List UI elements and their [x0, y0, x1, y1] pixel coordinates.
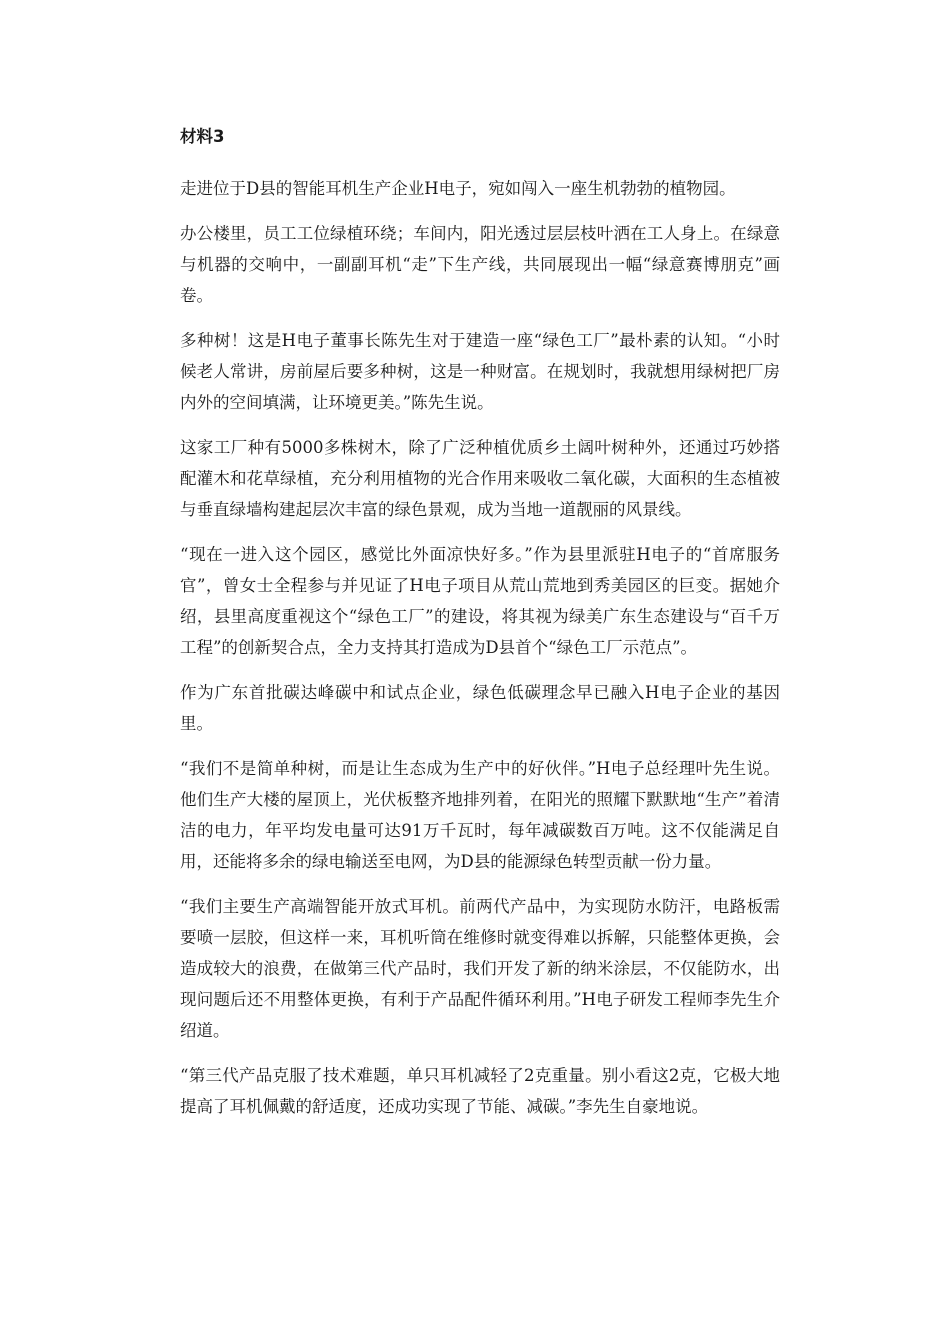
document-page — [180, 123, 780, 1136]
paragraph: 作为广东首批碳达峰碳中和试点企业，绿色低碳理念早已融入H电子企业的基因里。 — [180, 683, 780, 733]
paragraph: “我们不是简单种树，而是让生态成为生产中的好伙伴。”H电子总经理叶先生说。他们生产大楼的屋顶上，光伏板整齐地排列着，在阳光的照耀下默默地“生产”着清洁的电力，年平均发电量可达91万千瓦时，每年减碳数百万吨。这不仅能满足自用，还能将多余的绿电输送至电网，为D县的能源绿色转型贡献一份力量。 — [180, 759, 780, 871]
paragraph: “第三代产品克服了技术难题，单只耳机减轻了2克重量。别小看这2克，它极大地提高了耳机佩戴的舒适度，还成功实现了节能、减碳。”李先生自豪地说。 — [180, 1066, 780, 1116]
paragraph: 办公楼里，员工工位绿植环绕；车间内，阳光透过层层枝叶洒在工人身上。在绿意与机器的交响中，一副副耳机“走”下生产线，共同展现出一幅“绿意赛博朋克”画卷。 — [180, 224, 780, 305]
paragraph: 多种树！这是H电子董事长陈先生对于建造一座“绿色工厂”最朴素的认知。“小时候老人常讲，房前屋后要多种树，这是一种财富。在规划时，我就想用绿树把厂房内外的空间填满，让环境更美。”陈先生说。 — [180, 331, 780, 412]
paragraph: “我们主要生产高端智能开放式耳机。前两代产品中，为实现防水防汗，电路板需要喷一层胶，但这样一来，耳机听筒在维修时就变得难以拆解，只能整体更换，会造成较大的浪费，在做第三代产品时，我们开发了新的纳米涂层，不仅能防水，出现问题后还不用整体更换，有利于产品配件循环利用。”H电子研发工程师李先生介绍道。 — [180, 897, 780, 1040]
material-heading: 材料3 — [180, 127, 225, 146]
paragraph: 这家工厂种有5000多株树木，除了广泛种植优质乡土阔叶树种外，还通过巧妙搭配灌木和花草绿植，充分利用植物的光合作用来吸收二氧化碳，大面积的生态植被与垂直绿墙构建起层次丰富的绿色景观，成为当地一道靓丽的风景线。 — [180, 438, 780, 519]
paragraph: 走进位于D县的智能耳机生产企业H电子，宛如闯入一座生机勃勃的植物园。 — [180, 179, 736, 198]
paragraph: “现在一进入这个园区，感觉比外面凉快好多。”作为县里派驻H电子的“首席服务官”，曾女士全程参与并见证了H电子项目从荒山荒地到秀美园区的巨变。据她介绍，县里高度重视这个“绿色工厂”的建设，将其视为绿美广东生态建设与“百千万工程”的创新契合点，全力支持其打造成为D县首个“绿色工厂示范点”。 — [180, 545, 780, 657]
